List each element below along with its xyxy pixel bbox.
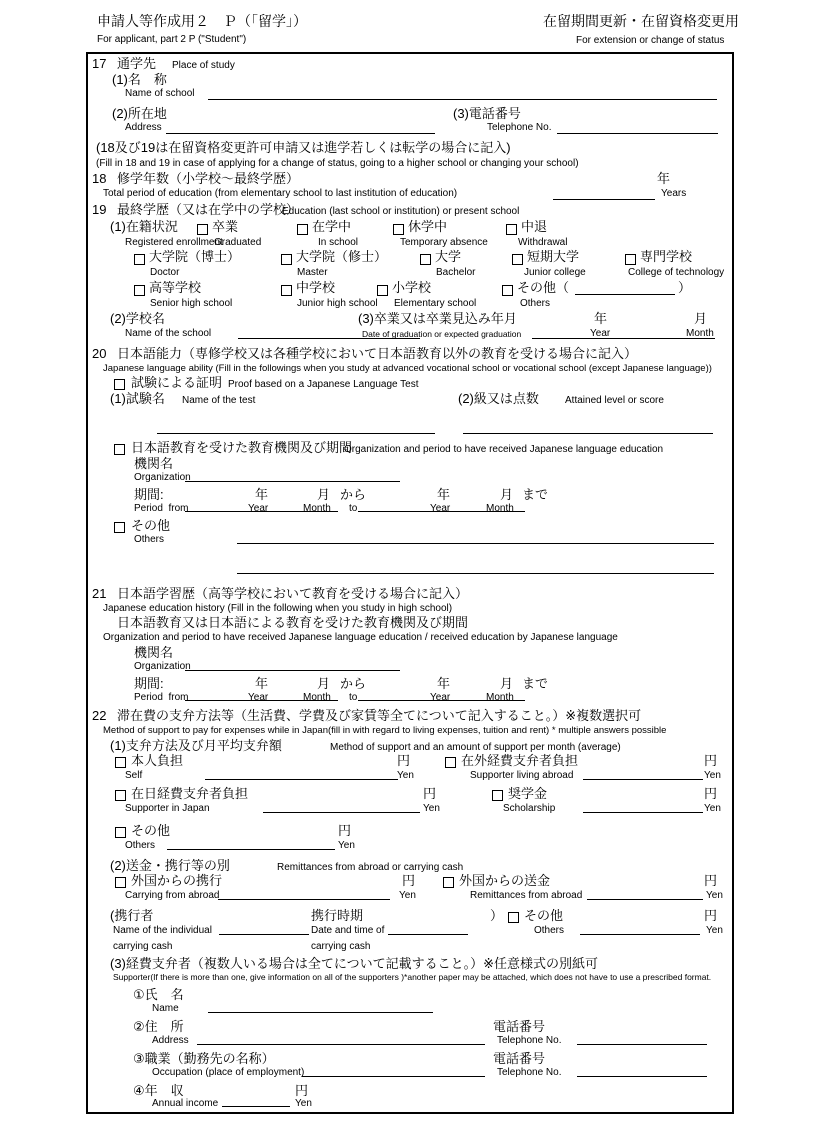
- checkbox-supporter-abroad[interactable]: [445, 757, 456, 768]
- education-years-input-line[interactable]: [553, 199, 655, 200]
- s20-organization-input-line[interactable]: [185, 481, 400, 482]
- school-address-input-line[interactable]: [166, 133, 435, 134]
- carrier-label-en-2: carrying cash: [113, 941, 173, 952]
- s20-period-month1-jp: 月: [317, 487, 331, 502]
- s20-period-year2-en: Year: [430, 503, 451, 514]
- s21-organization-label-en: Organization: [134, 661, 191, 672]
- s20-others-input-line-2[interactable]: [237, 573, 714, 574]
- supporter-occupation-input-line[interactable]: [302, 1076, 485, 1077]
- checkbox-others-education[interactable]: [502, 285, 513, 296]
- option-senior-high-jp: 高等学校: [149, 280, 202, 295]
- s21-period-to-en: to: [349, 692, 358, 703]
- other-remittance-amount-input-line[interactable]: [580, 934, 700, 935]
- other-support-label-en: Others: [125, 840, 156, 851]
- s21-organization-label-jp: 機関名: [134, 645, 174, 660]
- other-support-label-jp: その他: [131, 823, 171, 838]
- other-remittance-label-jp: その他: [524, 908, 564, 923]
- option-junior-high-jp: 中学校: [296, 280, 336, 295]
- section-18-year-en: Years: [661, 188, 687, 199]
- s20-others-label-en: Others: [134, 534, 165, 545]
- section-18-number: 18: [92, 171, 107, 186]
- section-21-sub-jp: 日本語教育又は日本語による教育を受けた教育機関及び期間: [117, 615, 469, 630]
- checkbox-withdrawal[interactable]: [506, 224, 517, 235]
- option-college-of-technology-en: College of technology: [628, 267, 725, 278]
- section-21-title-jp: 日本語学習歴（高等学校において教育を受ける場合に記入）: [117, 586, 469, 601]
- other-support-yen-jp: 円: [338, 823, 352, 838]
- s21-period-month2-en: Month: [486, 692, 514, 703]
- school-tel-label-en: Telephone No.: [487, 122, 552, 133]
- school-name-label-en: Name of school: [125, 88, 195, 99]
- supporter-income-label-en: Annual income: [152, 1098, 219, 1109]
- form-title-en: For applicant, part 2 P ("Student"): [97, 34, 247, 45]
- section-17-title-en: Place of study: [172, 60, 235, 71]
- supporter-income-label-jp: ④年 収: [133, 1083, 184, 1098]
- self-support-yen-en: Yen: [397, 770, 414, 781]
- supporter-address-tel-label-en: Telephone No.: [497, 1035, 562, 1046]
- others-education-input-line[interactable]: [575, 294, 675, 295]
- supporter-income-input-line[interactable]: [222, 1106, 290, 1107]
- graduation-date-label-en: Date of graduation or expected graduation: [362, 329, 522, 339]
- option-junior-high-en: Junior high school: [297, 298, 378, 309]
- section-17-number: 17: [92, 56, 107, 71]
- test-name-label-en: Name of the test: [182, 395, 256, 406]
- option-doctor-en: Doctor: [150, 267, 180, 278]
- option-college-of-technology-jp: 専門学校: [640, 249, 693, 264]
- carrying-from-abroad-label-en: Carrying from abroad: [125, 890, 220, 901]
- s21-period-year1-jp: 年: [255, 676, 269, 691]
- supporter-name-label-en: Name: [152, 1003, 179, 1014]
- carrier-name-input-line[interactable]: [219, 934, 309, 935]
- s20-period-month1-en: Month: [303, 503, 331, 514]
- s21-period-year2-en: Year: [430, 692, 451, 703]
- s20-others-input-line-1[interactable]: [237, 543, 714, 544]
- remittances-from-abroad-yen-en: Yen: [706, 890, 723, 901]
- checkbox-temporary-absence[interactable]: [393, 224, 404, 235]
- self-support-yen-jp: 円: [397, 753, 411, 768]
- supporter-name-label-jp: ①氏 名: [133, 987, 184, 1002]
- test-level-label-en: Attained level or score: [565, 395, 664, 406]
- supporter-abroad-label-en: Supporter living abroad: [470, 770, 574, 781]
- carry-time-label-en-1: Date and time of: [311, 925, 385, 936]
- remittances-from-abroad-label-jp: 外国からの送金: [459, 873, 551, 888]
- section-18-title-jp: 修学年数（小学校～最終学歴）: [117, 171, 300, 186]
- option-bachelor-jp: 大学: [435, 249, 462, 264]
- s20-period-year2-jp: 年: [437, 487, 451, 502]
- graduation-month-en: Month: [686, 328, 714, 339]
- checkbox-other-remittance[interactable]: [508, 912, 519, 923]
- supporter-japan-label-en: Supporter in Japan: [125, 803, 210, 814]
- checkbox-s20-others[interactable]: [114, 522, 125, 533]
- option-elementary-en: Elementary school: [394, 298, 477, 309]
- option-senior-high-en: Senior high school: [150, 298, 233, 309]
- section-22-number: 22: [92, 708, 107, 723]
- s21-period-label-jp: 期間:: [134, 676, 164, 691]
- supporter-income-yen-jp: 円: [295, 1083, 309, 1098]
- checkbox-junior-high-school[interactable]: [281, 285, 292, 296]
- supporter-address-label-jp: ②住 所: [133, 1019, 184, 1034]
- others-close-paren: ）: [678, 280, 692, 295]
- test-proof-label-jp: 試験による証明: [131, 375, 223, 390]
- self-support-amount-input-line[interactable]: [205, 779, 398, 780]
- carrier-open-label-jp: (携行者: [110, 908, 154, 923]
- option-graduated-en: Graduated: [214, 237, 262, 248]
- graduation-year-jp: 年: [594, 311, 608, 326]
- school-name-input-line[interactable]: [208, 99, 717, 100]
- section-17-title-jp: 通学先: [117, 56, 157, 71]
- option-in-school-jp: 在学中: [312, 219, 352, 234]
- option-elementary-jp: 小学校: [392, 280, 432, 295]
- s21-period-year1-en: Year: [248, 692, 269, 703]
- other-remittance-label-en: Others: [534, 925, 565, 936]
- checkbox-language-education[interactable]: [114, 444, 125, 455]
- other-remittance-yen-jp: 円: [704, 908, 718, 923]
- s21-period-month1-en: Month: [303, 692, 331, 703]
- supporter-japan-label-jp: 在日経費支弁者負担: [131, 786, 249, 801]
- option-temporary-absence-jp: 休学中: [408, 219, 448, 234]
- section-18-title-en: Total period of education (from elementary school to last institution of education): [103, 188, 458, 199]
- option-temporary-absence-en: Temporary absence: [400, 237, 488, 248]
- checkbox-junior-college[interactable]: [512, 254, 523, 265]
- option-in-school-en: In school: [318, 237, 359, 248]
- supporter-abroad-label-jp: 在外経費支弁者負担: [461, 753, 579, 768]
- checkbox-doctor[interactable]: [134, 254, 145, 265]
- remittances-from-abroad-yen-jp: 円: [704, 873, 718, 888]
- checkbox-scholarship[interactable]: [492, 790, 503, 801]
- supporter-occupation-label-en: Occupation (place of employment): [152, 1067, 305, 1078]
- section-21-number: 21: [92, 586, 107, 601]
- school-address-label-en: Address: [125, 122, 162, 133]
- checkbox-test-proof[interactable]: [114, 379, 125, 390]
- s20-period-made-jp: まで: [522, 487, 549, 502]
- s20-organization-label-en: Organization: [134, 472, 191, 483]
- carrying-from-abroad-yen-en: Yen: [399, 890, 416, 901]
- graduation-month-jp: 月: [694, 311, 708, 326]
- school-name-19-label-jp: (2)学校名: [110, 311, 165, 326]
- support-method-label-jp: (1)支弁方法及び月平均支弁額: [110, 738, 282, 753]
- carrying-from-abroad-amount-input-line[interactable]: [218, 899, 390, 900]
- s20-period-label-en: Period from: [134, 503, 189, 514]
- checkbox-senior-high-school[interactable]: [134, 285, 145, 296]
- s20-period-month2-en: Month: [486, 503, 514, 514]
- enrollment-label-jp: (1)在籍状況: [110, 219, 178, 234]
- school-tel-input-line[interactable]: [557, 133, 718, 134]
- form-title-jp: 申請人等作成用２ Ｐ（「留学」）: [97, 13, 307, 29]
- s20-period-to-en: to: [349, 503, 358, 514]
- supporter-japan-yen-jp: 円: [423, 786, 437, 801]
- section-21-sub-en: Organization and period to have received Japanese language education / received education by Japanese language: [103, 632, 618, 643]
- supporter-income-yen-en: Yen: [295, 1098, 312, 1109]
- supporter-occupation-tel-input-line[interactable]: [577, 1076, 707, 1077]
- test-level-input-line[interactable]: [463, 433, 713, 434]
- s21-period-year2-jp: 年: [437, 676, 451, 691]
- option-withdrawal-jp: 中退: [521, 219, 548, 234]
- scholarship-yen-jp: 円: [704, 786, 718, 801]
- s20-period-from-input-line[interactable]: [185, 511, 338, 512]
- option-others-en: Others: [520, 298, 551, 309]
- form-purpose-en: For extension or change of status: [576, 35, 725, 46]
- school-tel-label-jp: (3)電話番号: [453, 106, 521, 121]
- school-address-label-jp: (2)所在地: [112, 106, 167, 121]
- supporter-address-tel-input-line[interactable]: [577, 1044, 707, 1045]
- other-remittance-yen-en: Yen: [706, 925, 723, 936]
- self-support-label-en: Self: [125, 770, 143, 781]
- note-18-19-en: (Fill in 18 and 19 in case of applying for a change of status, going to a higher school or changing your school): [96, 158, 579, 169]
- s21-organization-input-line[interactable]: [185, 670, 400, 671]
- carry-time-label-jp: 携行時期: [311, 908, 364, 923]
- checkbox-remittances-from-abroad[interactable]: [443, 877, 454, 888]
- checkbox-master[interactable]: [281, 254, 292, 265]
- s20-period-year1-en: Year: [248, 503, 269, 514]
- carrying-from-abroad-label-jp: 外国からの携行: [131, 873, 223, 888]
- section-20-title-en: Japanese language ability (Fill in the followings when you study at advanced vocational school or vocational school (except Japanese language)): [103, 363, 712, 374]
- section-20-title-jp: 日本語能力（専修学校又は各種学校において日本語教育以外の教育を受ける場合に記入）: [117, 346, 638, 361]
- option-others-jp: その他（: [517, 280, 570, 295]
- checkbox-elementary-school[interactable]: [377, 285, 388, 296]
- s21-period-made-jp: まで: [522, 676, 549, 691]
- option-bachelor-en: Bachelor: [436, 267, 476, 278]
- remittances-from-abroad-label-en: Remittances from abroad: [470, 890, 583, 901]
- option-master-jp: 大学院（修士）: [296, 249, 388, 264]
- section-19-title-en: Education (last school or institution) or present school: [282, 206, 520, 217]
- section-22-title-en: Method of support to pay for expenses while in Japan(fill in with regard to living expenses, tuition and rent) * multiple answers possible: [103, 725, 667, 736]
- option-master-en: Master: [297, 267, 328, 278]
- s21-period-to-input-line[interactable]: [358, 700, 525, 701]
- supporter-abroad-yen-en: Yen: [704, 770, 721, 781]
- option-junior-college-en: Junior college: [524, 267, 586, 278]
- support-method-label-en: Method of support and an amount of support per month (average): [330, 742, 621, 753]
- s21-period-label-en: Period from: [134, 692, 189, 703]
- s20-period-kara-jp: から: [340, 487, 367, 502]
- checkbox-self-support[interactable]: [115, 757, 126, 768]
- language-education-label-en: Organization and period to have received Japanese language education: [344, 444, 664, 455]
- section-19-number: 19: [92, 202, 107, 217]
- remittance-type-label-jp: (2)送金・携行等の別: [110, 858, 230, 873]
- supporter-address-input-line[interactable]: [197, 1044, 485, 1045]
- s20-period-year1-jp: 年: [255, 487, 269, 502]
- language-education-label-jp: 日本語教育を受けた教育機関及び期間: [131, 440, 353, 455]
- supporter-occupation-tel-label-en: Telephone No.: [497, 1067, 562, 1078]
- section-22-title-jp: 滞在費の支弁方法等（生活費、学費及び家賃等全てについて記入すること。）※複数選択可: [117, 708, 642, 723]
- scholarship-label-jp: 奨学金: [508, 786, 548, 801]
- supporter-abroad-amount-input-line[interactable]: [583, 779, 703, 780]
- test-name-label-jp: (1)試験名: [110, 391, 165, 406]
- graduation-date-label-jp: (3)卒業又は卒業見込み年月: [358, 311, 517, 326]
- carry-time-input-line[interactable]: [388, 934, 468, 935]
- supporter-occupation-label-jp: ③職業（勤務先の名称）: [133, 1051, 275, 1066]
- option-withdrawal-en: Withdrawal: [518, 237, 568, 248]
- supporter-address-tel-label-jp: 電話番号: [493, 1019, 546, 1034]
- s20-period-to-input-line[interactable]: [358, 511, 525, 512]
- s20-period-month2-jp: 月: [500, 487, 514, 502]
- school-name-label-jp: (1)名 称: [112, 72, 167, 87]
- supporter-address-label-en: Address: [152, 1035, 189, 1046]
- s21-period-month2-jp: 月: [500, 676, 514, 691]
- enrollment-label-en: Registered enrollment: [125, 237, 223, 248]
- carrier-close-paren-jp: ）: [490, 908, 504, 923]
- supporter-section-label-jp: (3)経費支弁者（複数人いる場合は全てについて記載すること。）※任意様式の別紙可: [110, 956, 599, 971]
- checkbox-graduated[interactable]: [197, 224, 208, 235]
- school-name-19-label-en: Name of the school: [125, 328, 212, 339]
- s20-period-label-jp: 期間:: [134, 487, 164, 502]
- supporter-japan-amount-input-line[interactable]: [263, 812, 420, 813]
- remittances-from-abroad-amount-input-line[interactable]: [587, 899, 703, 900]
- graduation-year-en: Year: [590, 328, 611, 339]
- option-junior-college-jp: 短期大学: [527, 249, 580, 264]
- supporter-name-input-line[interactable]: [208, 1012, 433, 1013]
- carrier-label-en-1: Name of the individual: [113, 925, 212, 936]
- self-support-label-jp: 本人負担: [131, 753, 184, 768]
- scholarship-amount-input-line[interactable]: [583, 812, 703, 813]
- checkbox-bachelor[interactable]: [420, 254, 431, 265]
- s20-organization-label-jp: 機関名: [134, 456, 174, 471]
- test-name-input-line[interactable]: [157, 433, 435, 434]
- option-doctor-jp: 大学院（博士）: [149, 249, 241, 264]
- scholarship-yen-en: Yen: [704, 803, 721, 814]
- note-18-19-jp: (18及び19は在留資格変更許可申請又は進学若しくは転学の場合に記入): [96, 140, 511, 155]
- carrying-from-abroad-yen-jp: 円: [402, 873, 416, 888]
- section-21-title-en: Japanese education history (Fill in the following when you study in high school): [103, 603, 453, 614]
- checkbox-supporter-japan[interactable]: [115, 790, 126, 801]
- s21-period-from-input-line[interactable]: [185, 700, 338, 701]
- supporter-section-label-en: Supporter(If there is more than one, give information on all of the supporters )*another paper may be attached, which does not have to use a prescribed format.: [113, 972, 712, 982]
- supporter-abroad-yen-jp: 円: [704, 753, 718, 768]
- section-18-year-jp: 年: [657, 171, 671, 186]
- option-graduated-jp: 卒業: [212, 219, 239, 234]
- supporter-occupation-tel-label-jp: 電話番号: [493, 1051, 546, 1066]
- s21-period-month1-jp: 月: [317, 676, 331, 691]
- checkbox-college-of-technology[interactable]: [625, 254, 636, 265]
- checkbox-carrying-from-abroad[interactable]: [115, 877, 126, 888]
- section-19-title-jp: 最終学歴（又は在学中の学校）: [117, 202, 300, 217]
- s20-others-label-jp: その他: [131, 518, 171, 533]
- test-proof-label-en: Proof based on a Japanese Language Test: [228, 379, 419, 390]
- s21-period-kara-jp: から: [340, 676, 367, 691]
- test-level-label-jp: (2)級又は点数: [458, 391, 539, 406]
- carry-time-label-en-2: carrying cash: [311, 941, 371, 952]
- checkbox-in-school[interactable]: [297, 224, 308, 235]
- remittance-type-label-en: Remittances from abroad or carrying cash: [277, 862, 464, 873]
- other-support-yen-en: Yen: [338, 840, 355, 851]
- supporter-japan-yen-en: Yen: [423, 803, 440, 814]
- scholarship-label-en: Scholarship: [503, 803, 556, 814]
- section-20-number: 20: [92, 346, 107, 361]
- other-support-amount-input-line[interactable]: [167, 849, 335, 850]
- checkbox-other-support[interactable]: [115, 827, 126, 838]
- form-purpose-jp: 在留期間更新・在留資格変更用: [543, 13, 739, 29]
